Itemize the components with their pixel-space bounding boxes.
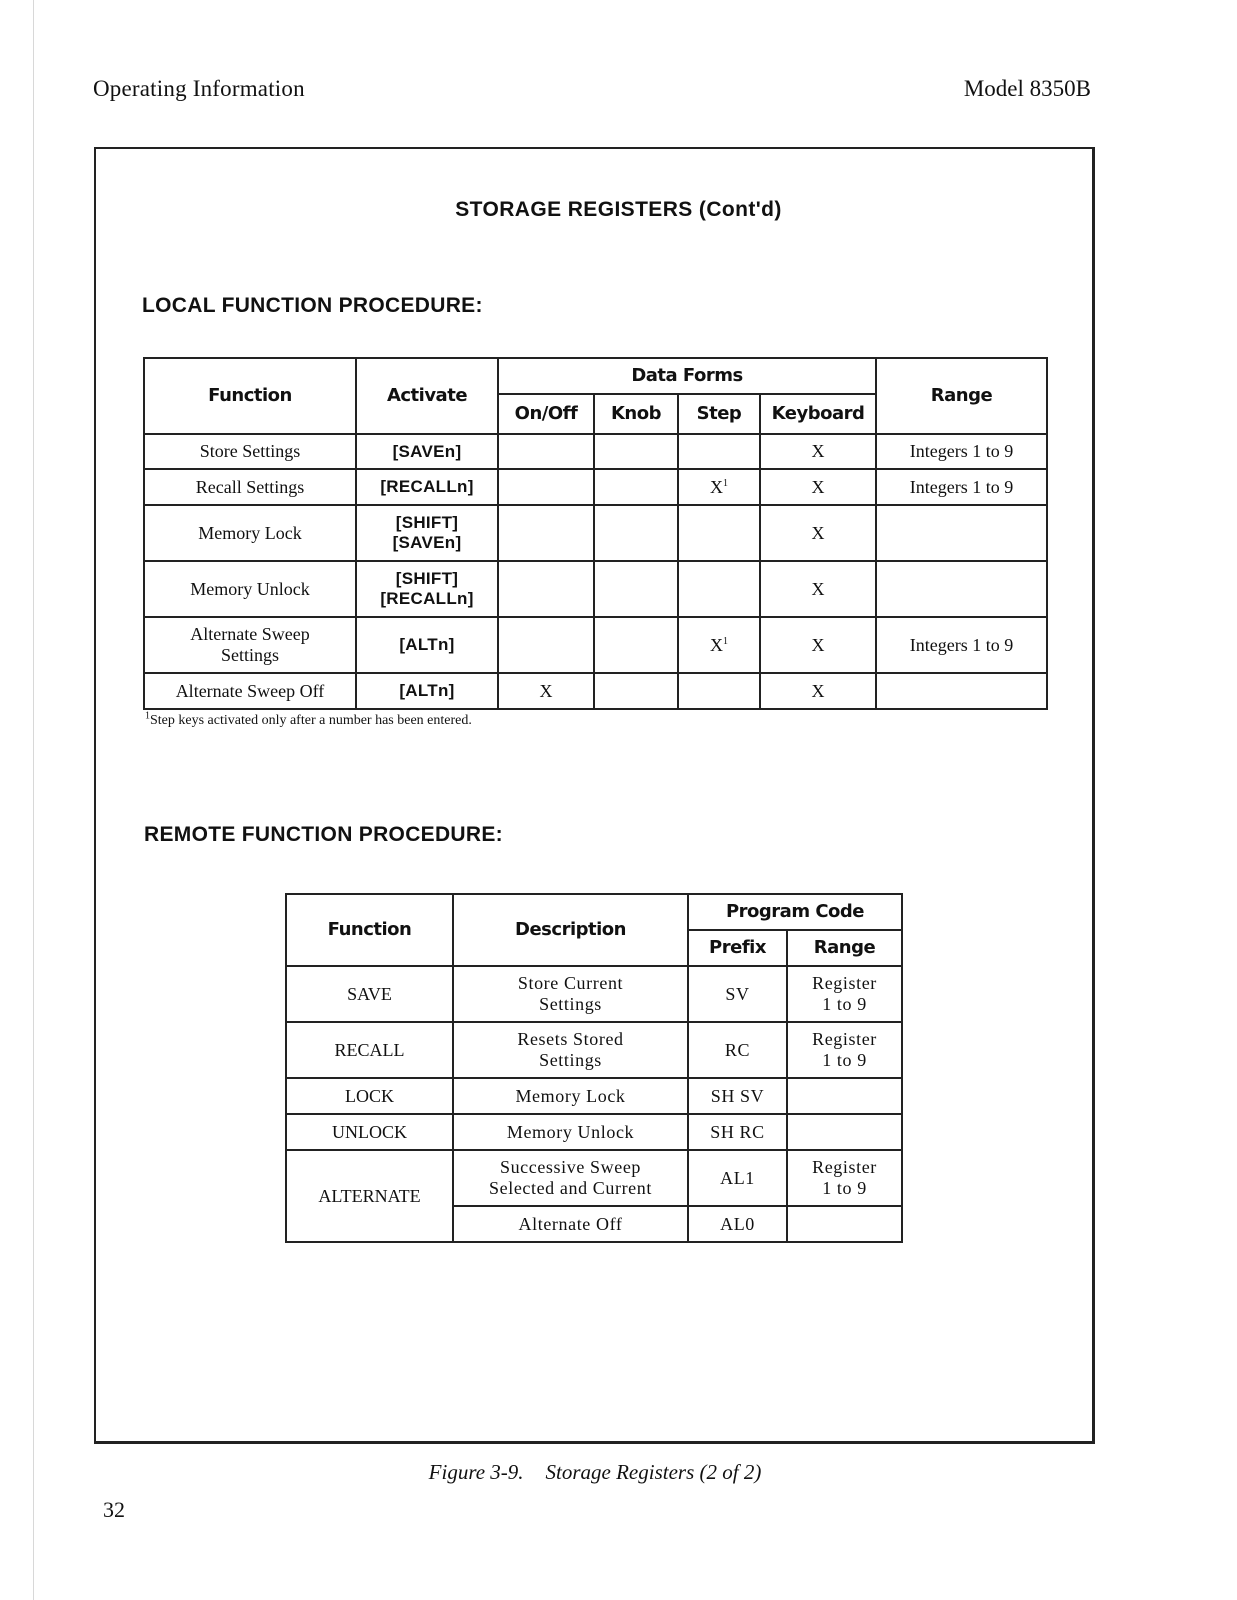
table-row — [286, 1150, 902, 1206]
cell-activate — [356, 469, 498, 505]
cell-range: Integers 1 to 9 — [876, 469, 1047, 505]
cell-range: Integers 1 to 9 — [876, 617, 1047, 673]
cell-step — [678, 505, 760, 561]
cell-range — [787, 966, 902, 1022]
cell-prefix: RC — [688, 1022, 787, 1078]
description-line-2: Settings — [539, 994, 602, 1014]
table-row — [286, 1114, 902, 1150]
range-line-2: 1 to 9 — [822, 1178, 867, 1198]
cell-prefix: AL1 — [688, 1150, 787, 1206]
col-header-step: Step — [678, 394, 760, 434]
cell-description: Alternate Off — [453, 1206, 688, 1242]
table-row — [286, 1078, 902, 1114]
description-line-2: Selected and Current — [489, 1178, 652, 1198]
figure-caption — [0, 1460, 1190, 1485]
cell-keyboard: X — [760, 673, 876, 709]
table-row — [144, 617, 1047, 673]
col-header-program-code: Program Code — [688, 894, 902, 930]
cell-step — [678, 561, 760, 617]
description-line-2: Settings — [539, 1050, 602, 1070]
cell-function: LOCK — [286, 1078, 453, 1114]
remote-function-table — [285, 893, 903, 1243]
cell-on-off — [498, 617, 594, 673]
cell-function: Recall Settings — [144, 469, 356, 505]
cell-activate — [356, 673, 498, 709]
running-header-right: Model 8350B — [963, 76, 1091, 101]
cell-range — [876, 673, 1047, 709]
running-header-left: Operating Information — [93, 76, 305, 101]
figure-caption-text: Storage Registers (2 of 2) — [545, 1460, 762, 1484]
key-label: [SAVEn] — [392, 441, 462, 461]
cell-activate — [356, 617, 498, 673]
cell-on-off: X — [498, 673, 594, 709]
cell-function: SAVE — [286, 966, 453, 1022]
range-line-1: Register — [812, 973, 877, 994]
cell-description — [453, 1022, 688, 1078]
cell-step — [678, 617, 760, 673]
table-footnote — [145, 710, 472, 729]
table-row — [286, 966, 902, 1022]
col-header-keyboard: Keyboard — [760, 394, 876, 434]
table-row — [144, 561, 1047, 617]
cell-function: RECALL — [286, 1022, 453, 1078]
table-row — [144, 469, 1047, 505]
binding-edge-line — [33, 0, 34, 1600]
cell-step — [678, 469, 760, 505]
cell-prefix: SH RC — [688, 1114, 787, 1150]
local-procedure-heading: LOCAL FUNCTION PROCEDURE: — [142, 294, 483, 317]
step-mark: X — [710, 634, 723, 655]
key-label: [ALTn] — [399, 681, 455, 701]
cell-function: ALTERNATE — [286, 1150, 453, 1242]
cell-range — [787, 1206, 902, 1242]
cell-step — [678, 434, 760, 469]
cell-description — [453, 1150, 688, 1206]
cell-activate — [356, 434, 498, 469]
cell-keyboard: X — [760, 617, 876, 673]
cell-activate — [356, 505, 498, 561]
footnote-text: Step keys activated only after a number has been entered. — [150, 713, 472, 728]
range-line-1: Register — [812, 1029, 877, 1050]
description-line-1: Store Current — [517, 973, 624, 994]
cell-range — [876, 505, 1047, 561]
cell-function: Memory Unlock — [144, 561, 356, 617]
cell-on-off — [498, 469, 594, 505]
range-line-1: Register — [812, 1157, 877, 1178]
table-row — [144, 505, 1047, 561]
cell-knob — [594, 673, 678, 709]
cell-keyboard: X — [760, 469, 876, 505]
cell-description: Memory Unlock — [453, 1114, 688, 1150]
page-number: 32 — [103, 1497, 125, 1522]
cell-step — [678, 673, 760, 709]
cell-knob — [594, 617, 678, 673]
col-header-description: Description — [453, 894, 688, 966]
col-header-knob: Knob — [594, 394, 678, 434]
col-header-range: Range — [876, 358, 1047, 434]
table-row — [286, 1022, 902, 1078]
cell-on-off — [498, 505, 594, 561]
key-label: [SHIFT] — [395, 513, 459, 533]
figure-number: Figure 3-9. — [428, 1460, 524, 1484]
col-header-function: Function — [286, 894, 453, 966]
key-label: [RECALLn] — [380, 477, 474, 497]
cell-range — [787, 1150, 902, 1206]
table-row — [144, 434, 1047, 469]
cell-range — [787, 1022, 902, 1078]
footnote-ref: 1 — [723, 635, 728, 647]
col-header-prefix: Prefix — [688, 930, 787, 966]
col-header-range: Range — [787, 930, 902, 966]
cell-range — [787, 1114, 902, 1150]
col-header-function: Function — [144, 358, 356, 434]
cell-prefix: AL0 — [688, 1206, 787, 1242]
cell-knob — [594, 469, 678, 505]
cell-function: Store Settings — [144, 434, 356, 469]
cell-function: Alternate Sweep Off — [144, 673, 356, 709]
footnote-marker: 1 — [145, 710, 150, 722]
cell-prefix: SV — [688, 966, 787, 1022]
cell-on-off — [498, 561, 594, 617]
cell-function: Memory Lock — [144, 505, 356, 561]
remote-procedure-heading: REMOTE FUNCTION PROCEDURE: — [144, 823, 503, 846]
key-label-2: [RECALLn] — [380, 589, 474, 608]
cell-activate — [356, 561, 498, 617]
col-header-on-off: On/Off — [498, 394, 594, 434]
cell-range — [876, 561, 1047, 617]
cell-knob — [594, 434, 678, 469]
col-header-data-forms: Data Forms — [498, 358, 876, 394]
cell-keyboard: X — [760, 561, 876, 617]
cell-on-off — [498, 434, 594, 469]
figure-frame — [94, 147, 1095, 1444]
cell-range — [787, 1078, 902, 1114]
key-label-2: [SAVEn] — [392, 533, 462, 552]
cell-description — [453, 966, 688, 1022]
local-function-table — [143, 357, 1048, 710]
cell-keyboard: X — [760, 505, 876, 561]
description-line-1: Successive Sweep — [499, 1157, 642, 1178]
key-label: [ALTn] — [399, 635, 455, 655]
figure-title: STORAGE REGISTERS (Cont'd) — [455, 198, 782, 221]
cell-keyboard: X — [760, 434, 876, 469]
table-row — [144, 673, 1047, 709]
function-line-2: Settings — [220, 645, 279, 665]
cell-knob — [594, 505, 678, 561]
col-header-activate: Activate — [356, 358, 498, 434]
cell-range: Integers 1 to 9 — [876, 434, 1047, 469]
cell-function — [144, 617, 356, 673]
footnote-ref: 1 — [723, 477, 728, 489]
step-mark: X — [710, 476, 723, 497]
function-line-1: Alternate Sweep — [190, 624, 310, 645]
key-label: [SHIFT] — [395, 569, 459, 589]
cell-function: UNLOCK — [286, 1114, 453, 1150]
cell-prefix: SH SV — [688, 1078, 787, 1114]
range-line-2: 1 to 9 — [822, 994, 867, 1014]
cell-knob — [594, 561, 678, 617]
description-line-1: Resets Stored — [517, 1029, 624, 1050]
cell-description: Memory Lock — [453, 1078, 688, 1114]
range-line-2: 1 to 9 — [822, 1050, 867, 1070]
